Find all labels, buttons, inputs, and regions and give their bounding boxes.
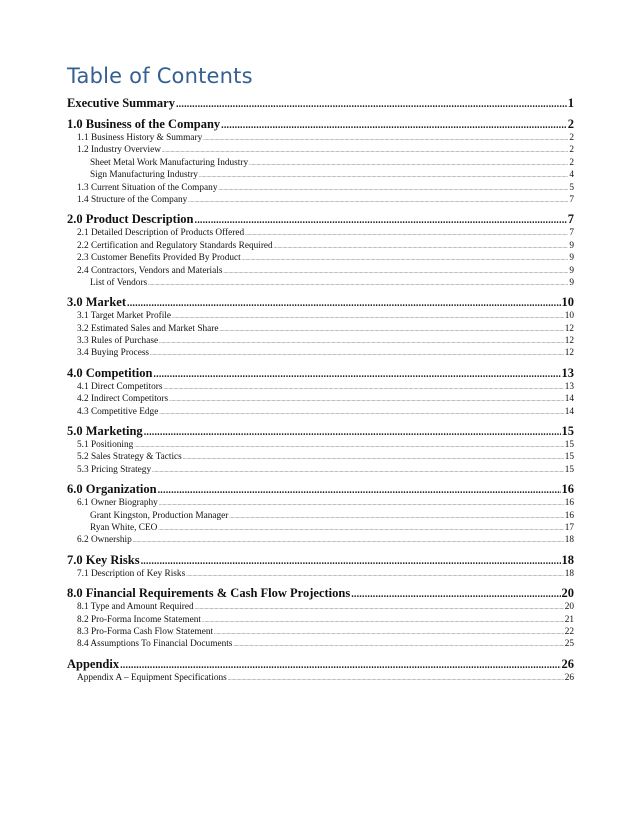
dot-leader (274, 242, 569, 252)
toc-subsection-entry[interactable] (67, 568, 574, 580)
toc-subsection-entry[interactable] (67, 240, 574, 252)
toc-entry-label: 3.3 Rules of Purchase (77, 336, 159, 347)
toc-page-number: 22 (564, 626, 574, 637)
toc-section-entry[interactable] (67, 482, 574, 497)
toc-entry-label: 1.1 Business History & Summary (77, 133, 203, 143)
dot-leader (158, 483, 561, 497)
toc-section-entry[interactable] (67, 553, 574, 568)
toc-page-number: 7 (569, 228, 574, 239)
dot-leader (172, 312, 564, 322)
toc-entry-label: 5.3 Pricing Strategy (77, 464, 152, 475)
dot-leader (163, 383, 563, 393)
toc-subsection-entry[interactable] (67, 182, 574, 194)
toc-subsection-entry[interactable] (67, 451, 574, 463)
toc-page-number: 7 (567, 212, 574, 227)
table-of-contents (67, 96, 574, 684)
toc-page-number: 15 (561, 424, 574, 439)
dot-leader (218, 184, 568, 194)
toc-page-number: 15 (564, 440, 574, 451)
toc-page-number: 12 (564, 348, 574, 359)
toc-page-number: 10 (561, 295, 574, 310)
toc-entry-label: 4.2 Indirect Competitors (77, 394, 169, 405)
toc-entry-label: 7.0 Key Risks (67, 552, 140, 567)
toc-entry-label: 2.0 Product Description (67, 212, 194, 227)
dot-leader (188, 196, 568, 206)
toc-subsection-entry[interactable] (67, 626, 574, 638)
toc-entry-label: 6.0 Organization (67, 482, 157, 497)
toc-subsection-entry[interactable] (67, 534, 574, 546)
dot-leader (351, 587, 560, 601)
toc-section-entry[interactable] (67, 424, 574, 439)
toc-subsection-entry[interactable] (67, 439, 574, 451)
toc-page-number: 26 (564, 672, 574, 683)
toc-subsection-entry[interactable] (67, 601, 574, 613)
toc-page-number: 9 (569, 253, 574, 264)
dot-leader (150, 349, 564, 359)
toc-subsection-entry[interactable] (67, 497, 574, 509)
toc-subsection-entry[interactable] (67, 393, 574, 405)
dot-leader (229, 512, 563, 522)
toc-page-number: 5 (569, 182, 574, 193)
toc-page-number: 16 (561, 482, 574, 497)
dot-leader (195, 213, 567, 227)
toc-entry-label: 1.3 Current Situation of the Company (77, 182, 218, 193)
toc-subsection-entry[interactable] (67, 335, 574, 347)
toc-entry-label: List of Vendors (90, 277, 148, 288)
toc-entry-label: 3.2 Estimated Sales and Market Share (77, 323, 219, 334)
toc-entry-label: Executive Summary (67, 96, 175, 110)
dot-leader (202, 616, 564, 626)
toc-entry-label: 7.1 Description of Key Risks (77, 568, 186, 579)
dot-leader (134, 441, 563, 451)
toc-page-number: 21 (564, 614, 574, 625)
toc-subsection-entry[interactable] (67, 381, 574, 393)
dot-leader (249, 159, 568, 169)
toc-entry-label: 1.4 Structure of the Company (77, 194, 188, 205)
toc-page-number: 13 (561, 365, 574, 380)
toc-page-number: 16 (564, 510, 574, 521)
toc-page-number: 7 (569, 194, 574, 205)
toc-page-number: 2 (567, 117, 574, 131)
toc-entry-label: 1.0 Business of the Company (67, 117, 221, 131)
dot-leader (169, 395, 564, 405)
dot-leader (221, 118, 567, 132)
toc-subsection-entry[interactable] (67, 323, 574, 335)
toc-subsection-entry[interactable] (67, 672, 574, 684)
toc-entry-label: 2.4 Contractors, Vendors and Materials (77, 265, 223, 276)
toc-entry-label: 3.4 Buying Process (77, 348, 150, 359)
toc-page-number: 18 (564, 535, 574, 546)
toc-page-number: 16 (564, 498, 574, 509)
toc-page-number: 13 (564, 381, 574, 392)
dot-leader (162, 146, 568, 156)
toc-entry-label: 2.3 Customer Benefits Provided By Product (77, 253, 241, 264)
toc-subsection-entry[interactable] (67, 638, 574, 650)
dot-leader (233, 640, 563, 650)
toc-subsection-entry[interactable] (67, 194, 574, 206)
dot-leader (153, 367, 560, 381)
dot-leader (223, 267, 568, 277)
toc-section-entry[interactable] (67, 96, 574, 111)
toc-page-number: 18 (564, 568, 574, 579)
toc-page-number: 20 (561, 586, 574, 601)
toc-page-number: 17 (564, 522, 574, 533)
toc-section-entry[interactable] (67, 295, 574, 310)
toc-page-number: 4 (569, 170, 574, 181)
dot-leader (219, 325, 563, 335)
toc-subsection-entry[interactable] (67, 144, 574, 156)
toc-page-number: 12 (564, 336, 574, 347)
toc-page-number: 14 (564, 394, 574, 405)
toc-entry-label: Appendix (67, 656, 120, 671)
toc-section-entry[interactable] (67, 586, 574, 601)
toc-entry-label: 4.1 Direct Competitors (77, 381, 163, 392)
toc-subsection-entry[interactable] (67, 310, 574, 322)
toc-entry-label: 8.0 Financial Requirements & Cash Flow Projections (67, 586, 351, 601)
dot-leader (144, 425, 561, 439)
toc-section-entry[interactable] (67, 366, 574, 381)
toc-entry-label: 8.4 Assumptions To Financial Documents (77, 639, 233, 650)
toc-subsection-entry[interactable] (67, 614, 574, 626)
toc-page-number: 2 (569, 133, 574, 143)
dot-leader (133, 536, 564, 546)
toc-entry-label: Ryan White, CEO (90, 522, 158, 533)
toc-subsection-entry[interactable] (67, 510, 574, 522)
toc-subsection-entry[interactable] (67, 522, 574, 534)
toc-entry-label: 1.2 Industry Overview (77, 145, 161, 156)
toc-page-number: 20 (564, 602, 574, 613)
toc-entry-label: 3.1 Target Market Profile (77, 311, 172, 322)
toc-subsection-entry[interactable] (67, 157, 574, 169)
dot-leader (120, 658, 560, 672)
page-title: Table of Contents (67, 64, 253, 88)
toc-entry-label: 4.0 Competition (67, 365, 153, 380)
toc-page-number: 2 (569, 145, 574, 156)
toc-page-number: 9 (569, 277, 574, 288)
toc-subsection-entry[interactable] (67, 347, 574, 359)
dot-leader (152, 466, 564, 476)
dot-leader (199, 171, 568, 181)
dot-leader (228, 674, 564, 684)
toc-entry-label: Appendix A – Equipment Specifications (77, 672, 227, 683)
toc-page-number: 2 (569, 157, 574, 168)
toc-section-entry[interactable] (67, 657, 574, 672)
toc-entry-label: 5.2 Sales Strategy & Tactics (77, 452, 182, 463)
toc-page-number: 14 (564, 406, 574, 417)
toc-subsection-entry[interactable] (67, 252, 574, 264)
toc-entry-label: 4.3 Competitive Edge (77, 406, 159, 417)
toc-subsection-entry[interactable] (67, 227, 574, 239)
dot-leader (186, 570, 564, 580)
toc-entry-label: Sign Manufacturing Industry (90, 170, 198, 181)
toc-entry-label: 6.2 Ownership (77, 535, 132, 546)
toc-entry-label: 8.3 Pro-Forma Cash Flow Statement (77, 626, 214, 637)
dot-leader (159, 499, 564, 509)
toc-entry-label: 6.1 Owner Biography (77, 498, 158, 509)
toc-entry-label: Sheet Metal Work Manufacturing Industry (90, 157, 249, 168)
toc-page-number: 18 (561, 552, 574, 567)
toc-entry-label: 5.1 Positioning (77, 440, 134, 451)
toc-subsection-entry[interactable] (67, 464, 574, 476)
toc-page-number: 15 (564, 464, 574, 475)
toc-entry-label: 2.1 Detailed Description of Products Offered (77, 228, 245, 239)
dot-leader (203, 134, 568, 144)
toc-section-entry[interactable] (67, 212, 574, 227)
dot-leader (148, 279, 568, 289)
dot-leader (176, 97, 567, 111)
toc-page-number: 25 (564, 639, 574, 650)
toc-page-number: 12 (564, 323, 574, 334)
toc-page-number: 15 (564, 452, 574, 463)
toc-entry-label: 8.2 Pro-Forma Income Statement (77, 614, 201, 625)
dot-leader (158, 524, 563, 534)
toc-page-number: 9 (569, 240, 574, 251)
dot-leader (245, 229, 568, 239)
toc-subsection-entry[interactable] (67, 132, 574, 144)
toc-entry-label: Grant Kingston, Production Manager (90, 510, 229, 521)
toc-entry-label: 2.2 Certification and Regulatory Standards Required (77, 240, 273, 251)
toc-entry-label: 8.1 Type and Amount Required (77, 602, 194, 613)
dot-leader (195, 603, 564, 613)
dot-leader (214, 628, 564, 638)
toc-section-entry[interactable] (67, 117, 574, 132)
toc-subsection-entry[interactable] (67, 406, 574, 418)
dot-leader (159, 337, 564, 347)
dot-leader (159, 408, 563, 418)
toc-subsection-entry[interactable] (67, 265, 574, 277)
toc-entry-label: 3.0 Market (67, 295, 127, 310)
toc-entry-label: 5.0 Marketing (67, 424, 143, 439)
dot-leader (242, 254, 569, 264)
dot-leader (127, 296, 560, 310)
toc-page-number: 10 (564, 311, 574, 322)
toc-subsection-entry[interactable] (67, 277, 574, 289)
dot-leader (141, 554, 561, 568)
toc-page-number: 1 (567, 96, 574, 110)
dot-leader (183, 453, 564, 463)
toc-page-number: 26 (561, 656, 574, 671)
toc-page-number: 9 (569, 265, 574, 276)
toc-subsection-entry[interactable] (67, 169, 574, 181)
